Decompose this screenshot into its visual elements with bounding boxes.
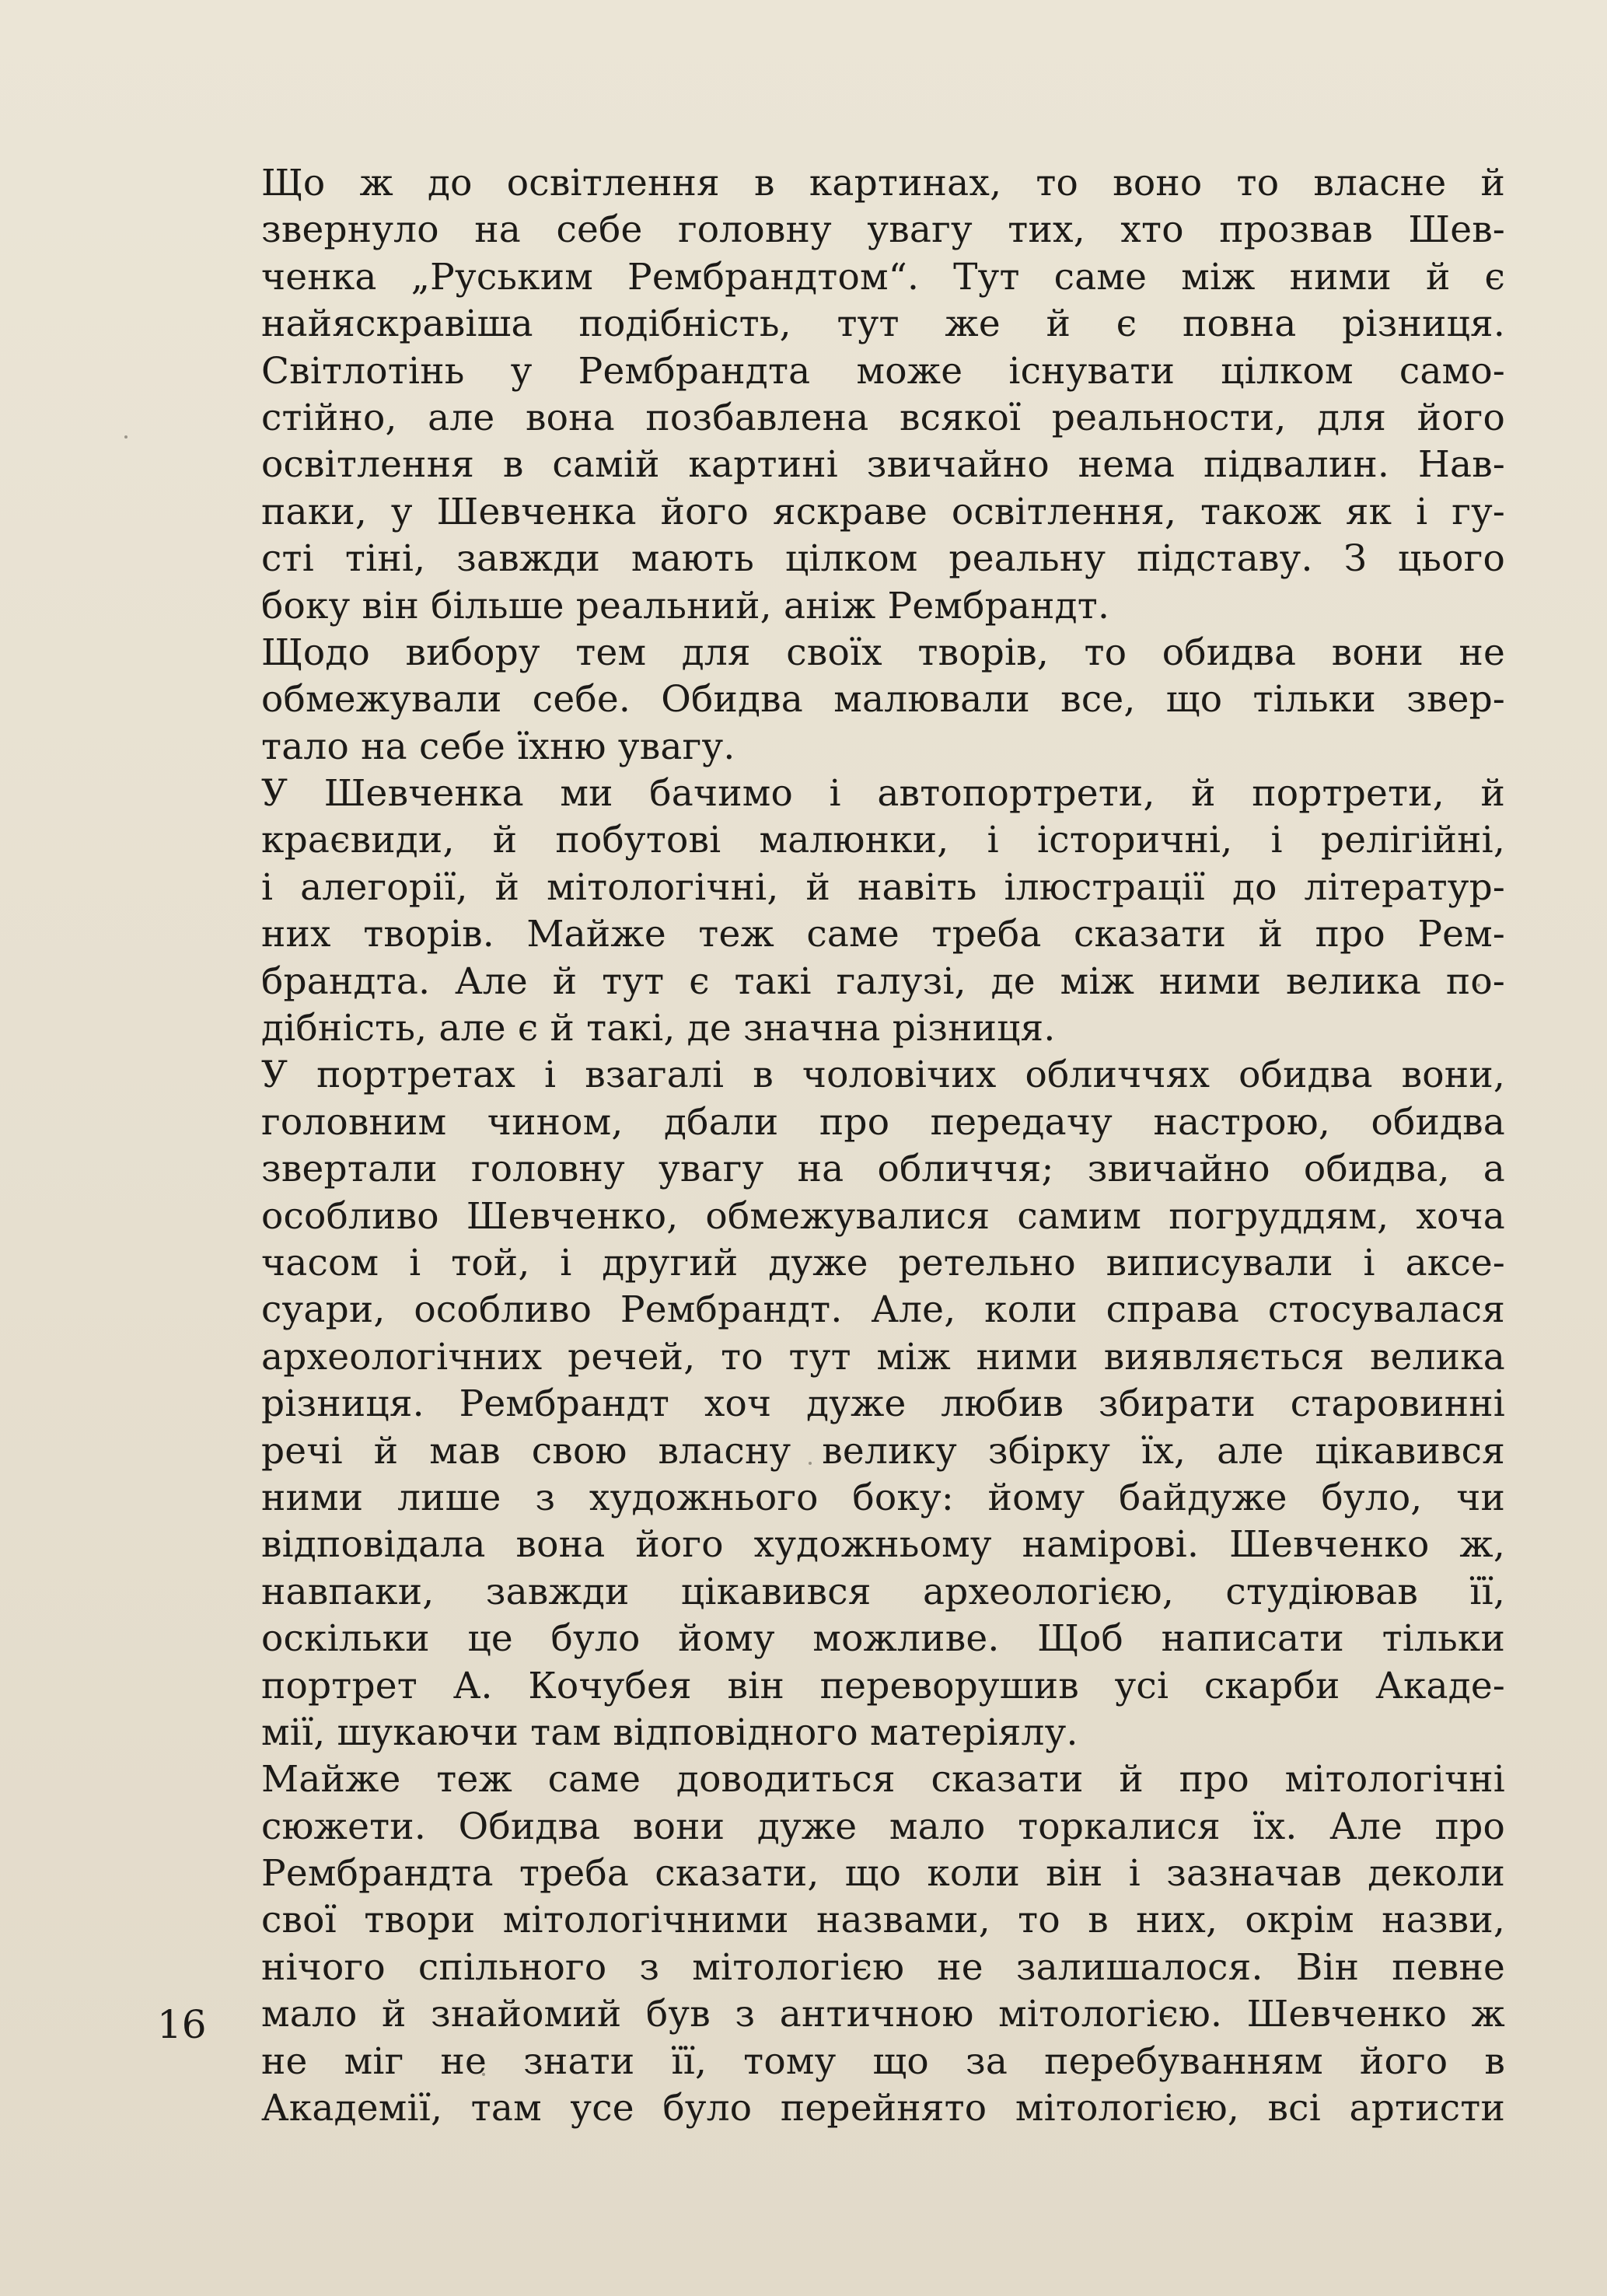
text-line: головним чином, дбали про передачу настрою, обидва xyxy=(261,1100,1505,1144)
text-line: часом і той, і другий дуже ретельно виписували і аксе- xyxy=(261,1241,1505,1284)
text-line: Академії, там усе було перейнято мітологією, всі артисти xyxy=(261,2087,1505,2130)
text-line: нічого спільного з мітологією не залишалося. Він певне xyxy=(261,1945,1505,1989)
text-line: навпаки, завжди цікавився археологією, студіював її, xyxy=(261,1570,1505,1613)
text-line: звертали головну увагу на обличчя; звичайно обидва, а xyxy=(261,1148,1505,1191)
text-line: мії, шукаючи там відповідного матеріялу. xyxy=(261,1711,1078,1754)
text-line: особливо Шевченко, обмежувалися самим погруддям, хоча xyxy=(261,1194,1505,1238)
text-line: брандта. Але й тут є такі галузі, де між ними велика по- xyxy=(261,959,1505,1003)
text-line: і алегорії, й мітологічні, й навіть ілюстрації до літератур- xyxy=(261,865,1505,909)
text-line: них творів. Майже теж саме треба сказати й про Рем- xyxy=(261,913,1505,956)
text-line: портрет А. Кочубея він переворушив усі скарби Акаде- xyxy=(261,1664,1505,1707)
text-line: не міг не знати її, тому що за перебуванням його в xyxy=(261,2039,1505,2083)
text-line: відповідала вона його художньому намірові. Шевченко ж, xyxy=(261,1523,1505,1567)
text-line: Рембрандта треба сказати, що коли він і зазначав деколи xyxy=(261,1852,1505,1896)
paper-speck xyxy=(124,435,128,439)
text-line: стійно, але вона позбавлена всякої реальности, для його xyxy=(261,396,1505,439)
text-line: тало на себе їхню увагу. xyxy=(261,725,735,768)
text-line: У портретах і взагалі в чоловічих обличчях обидва вони, xyxy=(261,1054,1505,1097)
text-line: речі й мав свою власну велику збірку їх, але цікавився xyxy=(261,1429,1505,1473)
text-line: Що ж до освітлення в картинах, то воно то власне й xyxy=(261,162,1505,204)
text-line: паки, у Шевченка його яскраве освітлення, також як і гу- xyxy=(261,490,1505,533)
text-line: свої твори мітологічними назвами, то в них, окрім назви, xyxy=(261,1899,1505,1942)
text-line: Щодо вибору тем для своїх творів, то обидва вони не xyxy=(261,631,1505,674)
text-line: боку він більше реальний, аніж Рембрандт. xyxy=(261,584,1110,627)
text-line: освітлення в самій картині звичайно нема підвалин. Нав- xyxy=(261,443,1505,487)
text-line: У Шевченка ми бачимо і автопортрети, й портрети, й xyxy=(261,772,1505,816)
page-number: 16 xyxy=(157,2002,207,2047)
text-line: сті тіні, завжди мають цілком реальну підставу. З цього xyxy=(261,537,1505,581)
text-line: дібність, але є й такі, де значна різниця. xyxy=(261,1007,1056,1050)
text-line: краєвиди, й побутові малюнки, і історичні, і релігійні, xyxy=(261,819,1505,862)
text-line: ними лише з художнього боку: йому байдуже було, чи xyxy=(261,1476,1505,1519)
text-line: найяскравіша подібність, тут же й є повна різниця. xyxy=(261,302,1505,346)
text-line: археологічних речей, то тут між ними виявляється велика xyxy=(261,1335,1505,1379)
body-text xyxy=(261,160,1505,2132)
text-line: суари, особливо Рембрандт. Але, коли справа стосувалася xyxy=(261,1288,1505,1332)
text-line: оскільки це було йому можливе. Щоб написати тільки xyxy=(261,1617,1505,1661)
text-line: обмежували себе. Обидва малювали все, що тільки звер- xyxy=(261,678,1505,722)
text-line: Світлотінь у Рембрандта може існувати цілком само- xyxy=(261,349,1505,393)
text-line: звернуло на себе головну увагу тих, хто прозвав Шев- xyxy=(261,208,1505,252)
text-line: Майже теж саме доводиться сказати й про мітологічні xyxy=(261,1758,1505,1802)
text-line: мало й знайомий був з античною мітологією. Шевченко ж xyxy=(261,1993,1505,2036)
text-line: різниця. Рембрандт хоч дуже любив збирати старовинні xyxy=(261,1382,1505,1426)
text-line: ченка „Руським Рембрандтом“. Тут саме між ними й є xyxy=(261,255,1505,299)
text-line: сюжети. Обидва вони дуже мало торкалися їх. Але про xyxy=(261,1805,1505,1848)
